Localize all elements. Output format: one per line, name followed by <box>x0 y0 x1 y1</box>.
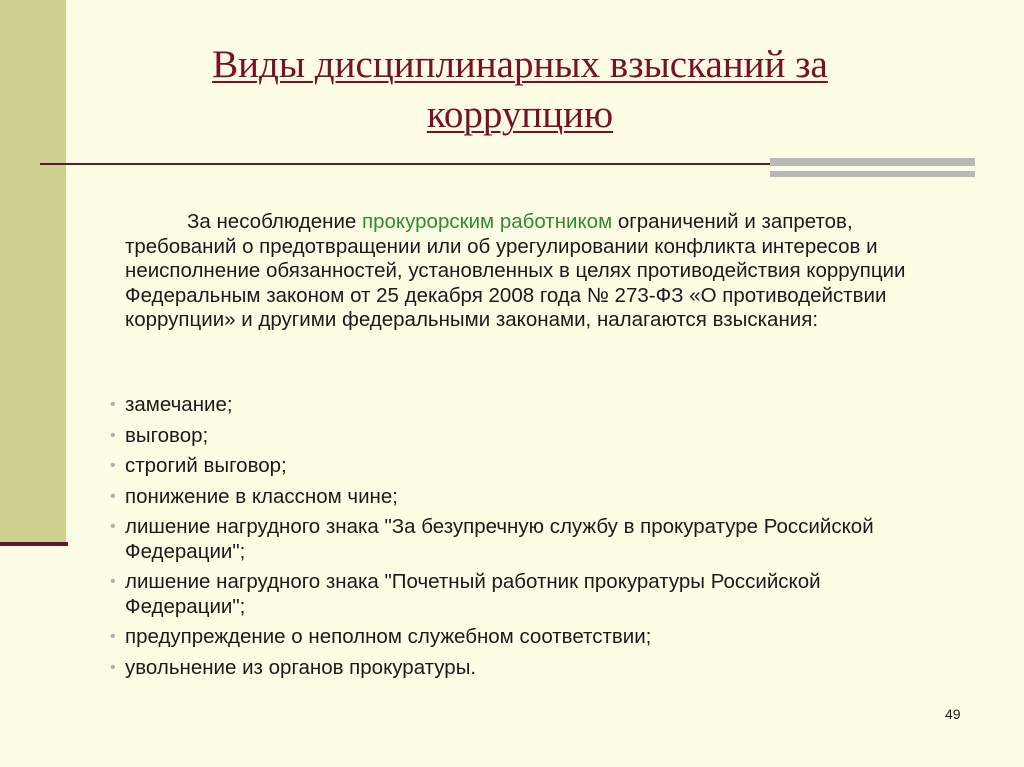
intro-paragraph <box>125 210 925 333</box>
bullet-icon: • <box>110 658 116 676</box>
slide-title: Виды дисциплинарных взысканий за коррупцию <box>212 43 828 136</box>
list-item <box>112 424 942 449</box>
bullet-icon: • <box>110 457 116 474</box>
list-item-text: лишение нагрудного знака "Почетный работник прокуратуры Российской Федерации"; <box>125 570 821 618</box>
list-item-text: замечание; <box>125 393 233 416</box>
gray-accent-bar-lower <box>770 171 975 177</box>
list-item <box>112 625 942 650</box>
bullet-icon: • <box>110 518 116 535</box>
gray-accent-bar <box>770 158 975 166</box>
penalties-list <box>112 393 942 686</box>
list-item-text: лишение нагрудного знака "За безупречную службу в прокуратуре Российской Федерации"; <box>125 515 874 563</box>
list-item-text: выговор; <box>125 423 209 447</box>
bullet-icon: • <box>110 396 116 413</box>
list-item <box>112 515 942 564</box>
list-item <box>112 570 942 619</box>
bullet-icon: • <box>110 487 116 505</box>
list-item-text: понижение в классном чине; <box>125 484 398 508</box>
list-item <box>112 656 942 681</box>
intro-text-before: За несоблюдение <box>187 210 363 233</box>
list-item <box>112 393 942 418</box>
list-item-text: увольнение из органов прокуратуры. <box>125 655 477 679</box>
list-item <box>112 454 942 479</box>
list-item <box>112 485 942 510</box>
bullet-icon: • <box>110 628 116 645</box>
intro-highlight: прокурорским работником <box>362 210 613 233</box>
bullet-icon: • <box>110 573 116 590</box>
title-divider <box>40 163 780 165</box>
left-band-divider <box>0 542 68 546</box>
intro-text-after: ограничений и запретов, требований о предотвращении или об урегулировании конфликта интересов и неисполнение обязанностей, установленных в целях противодействия коррупции Федеральным законом от 25 декабря 2008 года № 273-ФЗ «О противодействии коррупции» и другими федеральными законами, налагаются взыскания: <box>125 210 906 331</box>
page-number: 49 <box>945 706 961 722</box>
list-item-text: строгий выговор; <box>125 454 287 477</box>
bullet-icon: • <box>110 426 116 444</box>
left-decorative-band <box>0 0 66 545</box>
list-item-text: предупреждение о неполном служебном соответствии; <box>125 625 652 648</box>
